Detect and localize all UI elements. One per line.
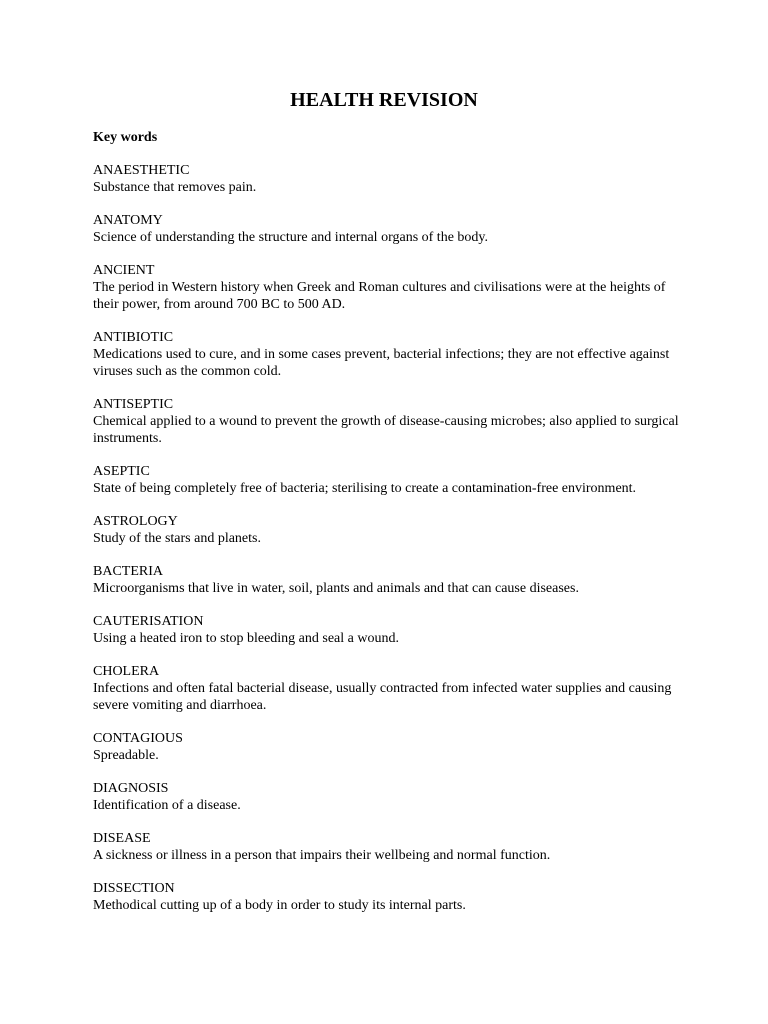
glossary-entry bbox=[93, 396, 683, 447]
glossary-definition: Science of understanding the structure and internal organs of the body. bbox=[93, 230, 488, 245]
glossary-definition: Using a heated iron to stop bleeding and seal a wound. bbox=[93, 631, 399, 646]
glossary-entry bbox=[93, 613, 683, 647]
glossary-list bbox=[93, 162, 683, 930]
glossary-term: DISSECTION bbox=[93, 881, 175, 896]
glossary-term: ASEPTIC bbox=[93, 464, 150, 479]
glossary-entry bbox=[93, 262, 683, 313]
glossary-term: DIAGNOSIS bbox=[93, 781, 169, 796]
glossary-entry bbox=[93, 730, 683, 764]
glossary-definition: Microorganisms that live in water, soil, plants and animals and that can cause diseases. bbox=[93, 581, 579, 596]
glossary-definition: The period in Western history when Greek and Roman cultures and civilisations were at the heights of their power, from around 700 BC to 500 AD. bbox=[93, 280, 666, 312]
glossary-definition: Chemical applied to a wound to prevent the growth of disease-causing microbes; also applied to surgical instruments. bbox=[93, 414, 679, 446]
glossary-entry bbox=[93, 212, 683, 246]
key-words-heading: Key words bbox=[93, 130, 158, 145]
glossary-term: BACTERIA bbox=[93, 564, 163, 579]
glossary-definition: State of being completely free of bacteria; sterilising to create a contamination-free environment. bbox=[93, 481, 637, 496]
glossary-entry bbox=[93, 780, 683, 814]
glossary-definition: Study of the stars and planets. bbox=[93, 531, 261, 546]
glossary-term: ANAESTHETIC bbox=[93, 163, 190, 178]
page-title: HEALTH REVISION bbox=[290, 89, 478, 111]
glossary-entry bbox=[93, 663, 683, 714]
glossary-term: CONTAGIOUS bbox=[93, 731, 183, 746]
glossary-term: DISEASE bbox=[93, 831, 151, 846]
glossary-definition: Spreadable. bbox=[93, 748, 159, 763]
glossary-entry bbox=[93, 162, 683, 196]
glossary-definition: Identification of a disease. bbox=[93, 798, 241, 813]
glossary-term: ANTISEPTIC bbox=[93, 397, 174, 412]
glossary-term: ASTROLOGY bbox=[93, 514, 178, 529]
glossary-entry bbox=[93, 880, 683, 914]
glossary-entry bbox=[93, 830, 683, 864]
glossary-term: ANTIBIOTIC bbox=[93, 330, 174, 345]
glossary-definition: Infections and often fatal bacterial disease, usually contracted from infected water supplies and causing severe vomiting and diarrhoea. bbox=[93, 681, 672, 713]
glossary-definition: Medications used to cure, and in some cases prevent, bacterial infections; they are not effective against viruses such as the common cold. bbox=[93, 347, 670, 379]
glossary-entry bbox=[93, 513, 683, 547]
glossary-term: ANCIENT bbox=[93, 263, 155, 278]
glossary-term: CAUTERISATION bbox=[93, 614, 204, 629]
glossary-definition: A sickness or illness in a person that impairs their wellbeing and normal function. bbox=[93, 848, 551, 863]
glossary-term: CHOLERA bbox=[93, 664, 160, 679]
glossary-entry bbox=[93, 563, 683, 597]
glossary-entry bbox=[93, 463, 683, 497]
glossary-entry bbox=[93, 329, 683, 380]
glossary-definition: Substance that removes pain. bbox=[93, 180, 257, 195]
glossary-term: ANATOMY bbox=[93, 213, 163, 228]
glossary-definition: Methodical cutting up of a body in order to study its internal parts. bbox=[93, 898, 466, 913]
